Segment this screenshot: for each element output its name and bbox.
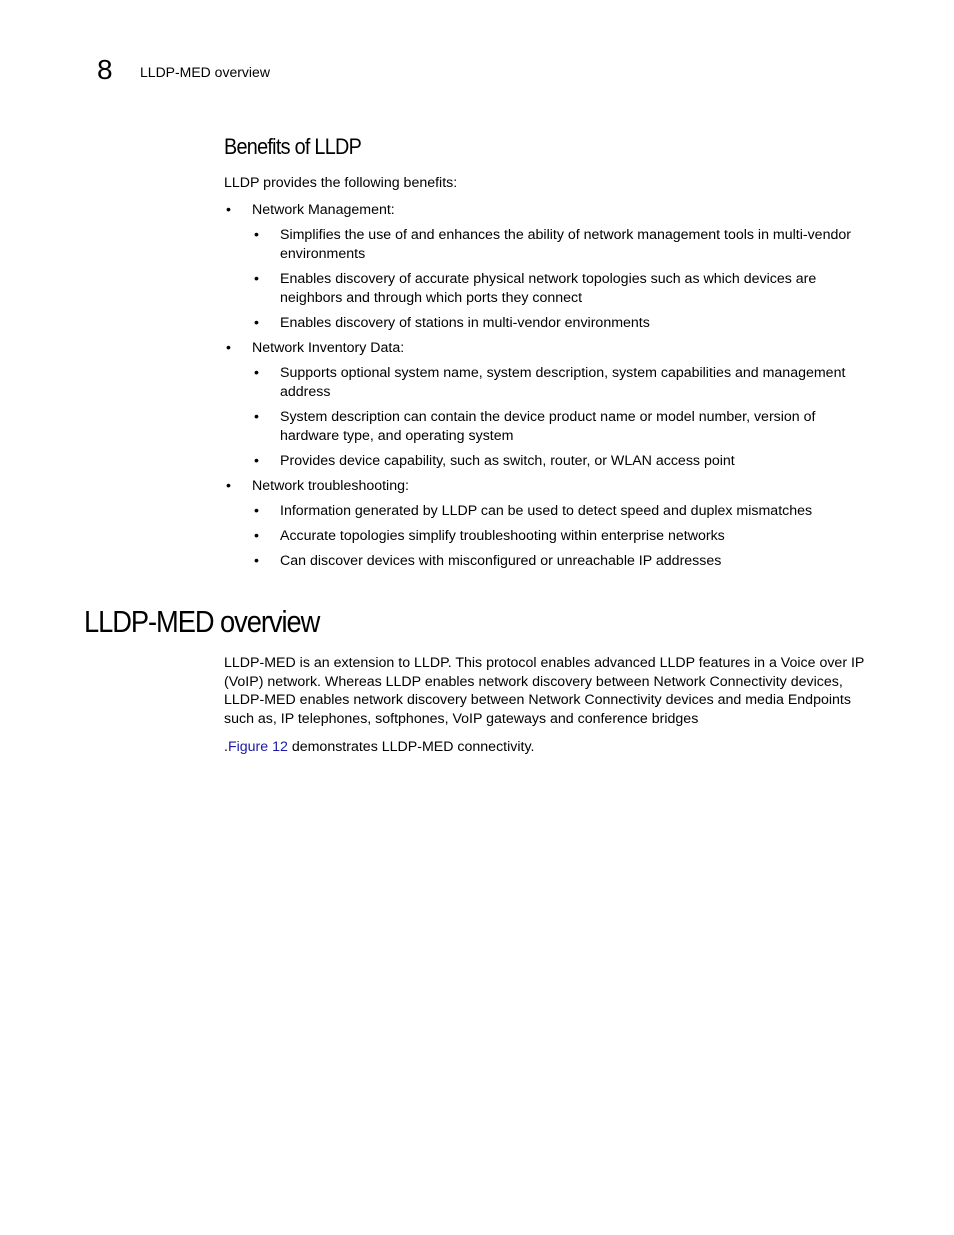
sub-list (252, 502, 874, 571)
list-item (252, 527, 874, 546)
figure-reference (224, 738, 874, 757)
list-item (252, 226, 874, 264)
list-item-text: Provides device capability, such as switch, router, or WLAN access point (280, 453, 735, 469)
bullet-icon: • (226, 340, 231, 356)
bullet-icon: • (254, 453, 259, 469)
list-item-text: Can discover devices with misconfigured or unreachable IP addresses (280, 553, 722, 569)
list-item-text: Enables discovery of stations in multi-vendor environments (280, 315, 650, 331)
list-item (252, 552, 874, 571)
bullet-icon: • (226, 202, 231, 218)
figure-ref-prefix: . (224, 739, 228, 755)
bullet-icon: • (254, 409, 259, 425)
bullet-icon: • (254, 553, 259, 569)
list-item-text: Enables discovery of accurate physical network topologies such as which devices are neighbors and through which ports they connect (280, 271, 817, 306)
list-item (252, 502, 874, 521)
group-label: Network Inventory Data: (252, 340, 405, 356)
group-label: Network troubleshooting: (252, 478, 409, 494)
list-item-text: System description can contain the device product name or model number, version of hardware type, and operating system (280, 409, 816, 444)
chapter-number: 8 (97, 54, 113, 85)
bullet-icon: • (254, 227, 259, 243)
lldp-med-paragraph: LLDP-MED is an extension to LLDP. This protocol enables advanced LLDP features in a Voice over IP (VoIP) network. Whereas LLDP enables network discovery between Network Connectivity devices, LLDP-MED enables network discovery between Network Connectivity devices and media Endpoints such as, IP telephones, softphones, VoIP gateways and conference bridges (224, 655, 865, 728)
bullet-icon: • (254, 528, 259, 544)
bullet-icon: • (226, 478, 231, 494)
running-title: LLDP-MED overview (140, 64, 270, 80)
list-item-text: Supports optional system name, system description, system capabilities and management address (280, 365, 846, 400)
sub-list (252, 364, 874, 471)
page-header (97, 56, 270, 88)
list-item-text: Information generated by LLDP can be used to detect speed and duplex mismatches (280, 503, 813, 519)
sub-list (252, 226, 874, 333)
list-item (252, 314, 874, 333)
benefits-heading: Benefits of LLDP (224, 134, 362, 159)
bullet-icon: • (254, 271, 259, 287)
list-item (252, 364, 874, 402)
benefits-intro: LLDP provides the following benefits: (224, 175, 458, 191)
figure-ref-suffix: demonstrates LLDP-MED connectivity. (287, 739, 535, 755)
list-item-text: Simplifies the use of and enhances the ability of network management tools in multi-vendor environments (280, 227, 851, 262)
list-item-network-management (224, 201, 874, 333)
list-item-network-inventory (224, 339, 874, 471)
bullet-icon: • (254, 315, 259, 331)
lldp-med-heading: LLDP-MED overview (84, 604, 320, 639)
list-item-text: Accurate topologies simplify troubleshooting within enterprise networks (280, 528, 725, 544)
figure-12-link[interactable]: Figure 12 (227, 739, 288, 755)
group-label: Network Management: (252, 202, 395, 218)
list-item (252, 452, 874, 471)
benefits-list (224, 201, 874, 577)
bullet-icon: • (254, 365, 259, 381)
bullet-icon: • (254, 503, 259, 519)
list-item (252, 270, 874, 308)
list-item (252, 408, 874, 446)
list-item-network-troubleshooting (224, 477, 874, 571)
